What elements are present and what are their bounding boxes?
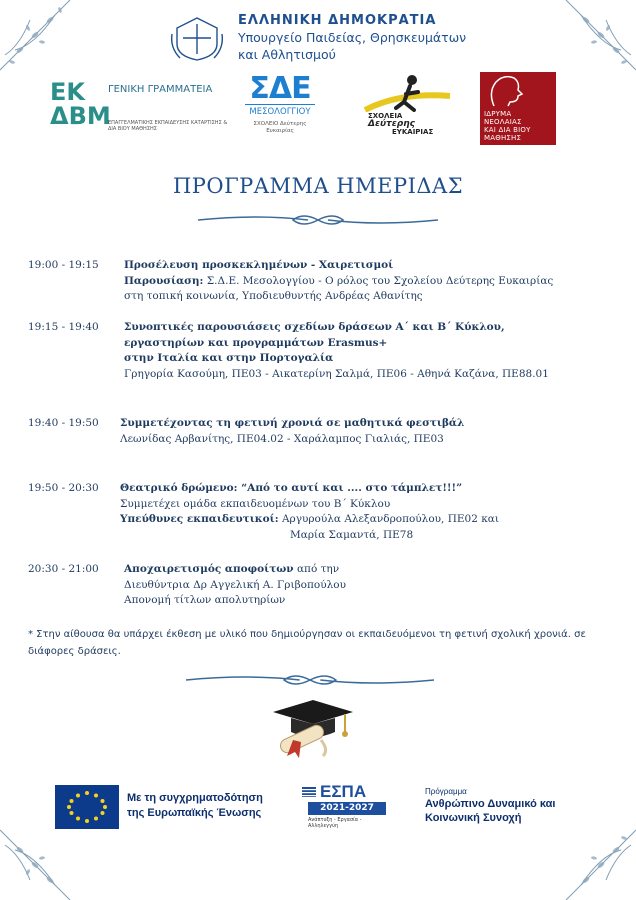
ornamental-divider	[186, 672, 434, 688]
program-line-text: Γρηγορία Κασούμη, ΠΕ03 - Αικατερίνη Σαλμά, ΠΕ06 - Αθηνά Καζάνα, ΠΕ88.01	[124, 367, 549, 380]
sde-logo-mark: ΣΔΕ	[249, 71, 311, 106]
corner-floral-ornament	[0, 0, 80, 80]
program-line-text: Συμμετέχει ομάδα εκπαιδευομένων του Β΄ Κύκλου	[120, 497, 391, 510]
program-line-text: Λεωνίδας Αρβανίτης, ΠΕ04.02 - Χαράλαμπος Γιαλιάς, ΠΕ03	[120, 432, 444, 445]
program-line-heading: Συνοπτικές παρουσιάσεις σχεδίων δράσεων Α΄ και Β΄ Κύκλου,	[124, 321, 505, 333]
graduation-cap-diploma-icon	[265, 696, 361, 758]
eu-funding-line-1: Με τη συγχρηματοδότηση	[127, 792, 263, 804]
program-line	[124, 274, 624, 290]
espa-slogan: Ανάπτυξη - Εργασία - Αλληλεγγύη	[308, 817, 362, 829]
gg-logo-mark-bottom: ΔΒΜ	[50, 102, 111, 130]
program-line	[124, 289, 624, 305]
program-line-heading: εργαστηρίων και προγραμμάτων Erasmus+	[124, 336, 388, 349]
program-time: 19:40 - 19:50	[28, 417, 99, 429]
inedivim-line-4: ΜΑΘΗΣΗΣ	[484, 134, 522, 142]
program-line-heading: Θεατρικό δρώμενο: “Από το αυτί και .... στο τάμπλετ!!!”	[120, 482, 463, 494]
program-description	[120, 416, 620, 447]
ministry-line-1: ΕΛΛΗΝΙΚΗ ΔΗΜΟΚΡΑΤΙΑ	[238, 13, 437, 28]
ministry-line-3: και Αθλητισμού	[238, 47, 336, 62]
program-line	[124, 320, 624, 336]
sde-logo-school: ΣΧΟΛΕΙΟ Δεύτερης Ευκαιρίας	[253, 121, 307, 134]
program-line	[124, 578, 624, 594]
espa-logo	[298, 783, 388, 829]
partner-logos	[50, 72, 590, 147]
program-line-heading: Συμμετέχοντας τη φετινή χρονιά σε μαθητικά φεστιβάλ	[120, 417, 465, 429]
program-line	[124, 351, 624, 367]
ministry-header	[168, 12, 466, 63]
program-line	[120, 512, 620, 528]
program-line-text: από την	[293, 563, 340, 575]
program-line-text: Αργυρούλα Αλεξανδροπούλου, ΠΕ02 και	[278, 513, 500, 525]
inedivim-line-3: ΚΑΙ ΔΙΑ ΒΙΟΥ	[484, 126, 531, 134]
running-figure-icon	[360, 72, 455, 112]
program-line	[120, 432, 620, 448]
program-line	[124, 593, 624, 609]
inedivim-line-1: ΙΔΡΥΜΑ	[484, 110, 512, 118]
program-time: 20:30 - 21:00	[28, 563, 99, 575]
gg-logo-mark-top: ΕΚ	[50, 78, 85, 106]
inedivim-line-2: ΝΕΟΛΑΙΑΣ	[484, 118, 522, 126]
program-line-heading: Αποχαιρετισμός αποφοίτων	[124, 563, 294, 575]
ornamental-divider	[198, 212, 438, 228]
program-line-heading: στην Ιταλία και στην Πορτογαλία	[124, 352, 334, 364]
sdeu-logo-line-2: Δεύτερης	[368, 119, 415, 129]
program-line-text: Σ.Δ.Ε. Μεσολογγίου - Ο ρόλος του Σχολείου Δεύτερης Ευκαιρίας	[203, 274, 554, 287]
corner-floral-ornament	[556, 0, 636, 80]
program-line-text: Απονομή τίτλων απολυτηρίων	[124, 594, 286, 606]
program-line-text: Διευθύντρια Δρ Αγγελική Α. Γριβοπούλου	[124, 578, 346, 591]
program-line-heading: Υπεύθυνες εκπαιδευτικοί:	[120, 513, 279, 525]
program-line	[120, 481, 620, 497]
program-time: 19:00 - 19:15	[28, 259, 99, 271]
program-label: Πρόγραμμα	[425, 787, 467, 796]
sdeu-logo-line-3: ΕΥΚΑΙΡΙΑΣ	[392, 128, 434, 136]
eu-flag-icon	[55, 785, 119, 829]
program-time: 19:15 - 19:40	[28, 321, 99, 333]
second-chance-schools-logo	[360, 72, 455, 147]
program-line	[120, 528, 620, 544]
program-description	[124, 562, 624, 609]
greek-flag-icon	[302, 787, 316, 797]
program-line	[124, 367, 624, 383]
ministry-line-2: Υπουργείο Παιδείας, Θρησκευμάτων	[238, 30, 467, 45]
program-line-heading: Προσέλευση προσκεκλημένων - Χαιρετισμοί	[124, 259, 394, 271]
program-line	[120, 497, 620, 513]
eu-funding-line-2: της Ευρωπαϊκής Ένωσης	[127, 807, 262, 819]
program-line-text: στη τοπική κοινωνία, Υποδιευθυντής Ανδρέας Αθανίτης	[124, 290, 423, 302]
general-secretariat-logo	[50, 80, 230, 140]
program-name-line-1: Ανθρώπινο Δυναμικό και	[425, 798, 556, 810]
espa-title: ΕΣΠΑ	[320, 782, 367, 801]
greek-emblem-icon	[168, 14, 226, 62]
gg-logo-title: ΓΕΝΙΚΗ ΓΡΑΜΜΑΤΕΙΑ	[108, 84, 213, 95]
exhibition-note: * Στην αίθουσα θα υπάρχει έκθεση με υλικό που δημιούργησαν οι εκπαιδευόμενοι τη φετινή σχολική χρονιά. σε διάφορες δράσεις.	[28, 629, 586, 657]
program-line	[124, 336, 624, 352]
profile-head-icon	[480, 72, 556, 108]
espa-years: 2021-2027	[308, 802, 386, 815]
funding-banner	[55, 783, 585, 833]
program-line-text: Μαρία Σαμαντά, ΠΕ78	[290, 528, 414, 541]
page-title: ΠΡΟΓΡΑΜΜΑ ΗΜΕΡΙΔΑΣ	[172, 174, 464, 198]
sde-logo-city: ΜΕΣΟΛΟΓΓΙΟΥ	[245, 104, 315, 117]
program-time: 19:50 - 20:30	[28, 482, 99, 494]
program-description	[124, 258, 624, 305]
program-line-heading: Παρουσίαση:	[124, 274, 204, 287]
program-line	[124, 562, 624, 578]
program-line	[124, 258, 624, 274]
sde-mesolongi-logo	[245, 71, 315, 144]
program-name-line-2: Κοινωνική Συνοχή	[425, 812, 522, 824]
gg-logo-subtitle: ΕΠΑΓΓΕΛΜΑΤΙΚΗΣ ΕΚΠΑΙΔΕΥΣΗΣ ΚΑΤΑΡΤΙΣΗΣ & ΔΙΑ ΒΙΟΥ ΜΑΘΗΣΗΣ	[108, 120, 228, 132]
program-line	[120, 416, 620, 432]
program-description	[124, 320, 624, 382]
inedivim-logo	[480, 72, 556, 145]
program-description	[120, 481, 620, 543]
sdeu-logo-line-1: ΣΧΟΛΕΙΑ	[368, 112, 403, 120]
